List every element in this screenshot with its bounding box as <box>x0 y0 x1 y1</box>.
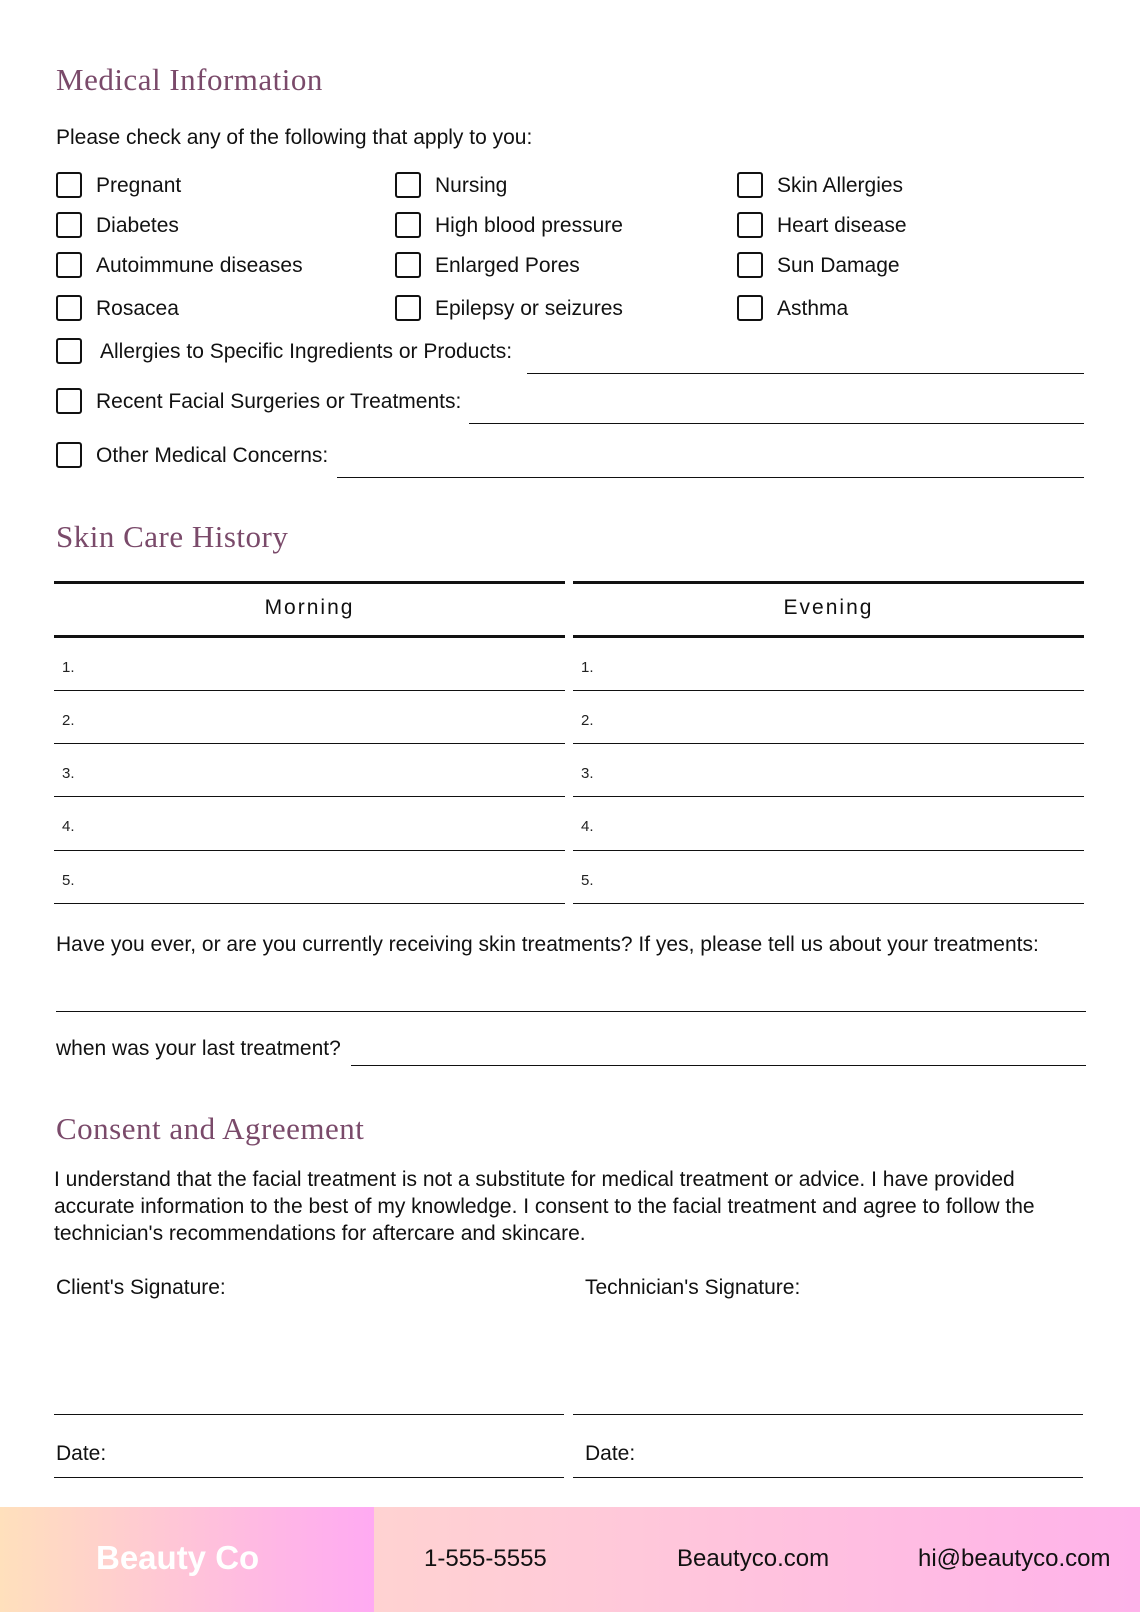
footer-bar <box>0 1507 1140 1612</box>
technician-date-line[interactable] <box>573 1477 1083 1478</box>
allergies-label: Allergies to Specific Ingredients or Products: <box>100 340 513 363</box>
morning-header-rule <box>54 635 565 638</box>
checkbox-allergies-specific[interactable] <box>56 338 82 364</box>
checkbox-heart-disease[interactable] <box>737 212 763 238</box>
checkbox-other-concerns[interactable] <box>56 442 82 468</box>
checkbox-label: Asthma <box>777 297 849 320</box>
medical-heading: Medical Information <box>56 62 323 97</box>
evening-row-line[interactable] <box>573 743 1084 744</box>
technician-date-label: Date: <box>585 1442 636 1465</box>
evening-header-rule <box>573 635 1084 638</box>
evening-row-number: 4. <box>581 818 594 835</box>
footer-email[interactable]: hi@beautyco.com <box>918 1545 1111 1572</box>
checkbox-label: Diabetes <box>96 214 179 237</box>
checkbox-label: Nursing <box>435 174 508 197</box>
checkbox-diabetes[interactable] <box>56 212 82 238</box>
evening-row-number: 1. <box>581 659 594 676</box>
morning-row-number: 5. <box>62 872 75 889</box>
evening-row-line[interactable] <box>573 796 1084 797</box>
checkbox-rosacea[interactable] <box>56 295 82 321</box>
checkbox-enlarged-pores[interactable] <box>395 252 421 278</box>
morning-row-number: 4. <box>62 818 75 835</box>
morning-top-rule <box>54 581 565 584</box>
technician-signature-label: Technician's Signature: <box>585 1276 801 1299</box>
surgeries-label: Recent Facial Surgeries or Treatments: <box>96 390 462 413</box>
client-date-label: Date: <box>56 1442 107 1465</box>
checkbox-label: Heart disease <box>777 214 907 237</box>
consent-heading: Consent and Agreement <box>56 1111 365 1146</box>
morning-row-line[interactable] <box>54 850 565 851</box>
evening-row-number: 2. <box>581 712 594 729</box>
treatments-input-line[interactable] <box>56 1011 1086 1012</box>
checkbox-nursing[interactable] <box>395 172 421 198</box>
allergies-input-line[interactable] <box>527 373 1084 374</box>
surgeries-input-line[interactable] <box>469 423 1084 424</box>
checkbox-label: Pregnant <box>96 174 182 197</box>
checkbox-high-blood-pressure[interactable] <box>395 212 421 238</box>
checkbox-label: High blood pressure <box>435 214 623 237</box>
checkbox-pregnant[interactable] <box>56 172 82 198</box>
other-concerns-input-line[interactable] <box>337 477 1084 478</box>
checkbox-asthma[interactable] <box>737 295 763 321</box>
checkbox-skin-allergies[interactable] <box>737 172 763 198</box>
checkbox-sun-damage[interactable] <box>737 252 763 278</box>
morning-row-number: 1. <box>62 659 75 676</box>
checkbox-label: Rosacea <box>96 297 179 320</box>
evening-row-line[interactable] <box>573 903 1084 904</box>
checkbox-label: Sun Damage <box>777 254 900 277</box>
brand-name: Beauty Co <box>96 1539 260 1576</box>
client-signature-label: Client's Signature: <box>56 1276 226 1299</box>
morning-row-number: 3. <box>62 765 75 782</box>
morning-column-header: Morning <box>264 596 355 619</box>
footer-phone[interactable]: 1-555-5555 <box>424 1545 547 1572</box>
checkbox-autoimmune[interactable] <box>56 252 82 278</box>
client-date-line[interactable] <box>54 1477 564 1478</box>
morning-row-line[interactable] <box>54 690 565 691</box>
medical-instruction: Please check any of the following that apply to you: <box>56 126 533 149</box>
morning-row-line[interactable] <box>54 796 565 797</box>
morning-row-line[interactable] <box>54 903 565 904</box>
evening-column-header: Evening <box>783 596 874 619</box>
morning-row-number: 2. <box>62 712 75 729</box>
other-concerns-label: Other Medical Concerns: <box>96 444 329 467</box>
brand-block <box>0 1507 374 1612</box>
footer-website[interactable]: Beautyco.com <box>677 1545 830 1572</box>
morning-row-line[interactable] <box>54 743 565 744</box>
checkbox-label: Autoimmune diseases <box>96 254 303 277</box>
checkbox-recent-surgeries[interactable] <box>56 388 82 414</box>
checkbox-label: Skin Allergies <box>777 174 904 197</box>
skin-care-heading: Skin Care History <box>56 519 289 554</box>
last-treatment-label: when was your last treatment? <box>56 1037 341 1060</box>
evening-row-line[interactable] <box>573 850 1084 851</box>
treatments-question: Have you ever, or are you currently receiving skin treatments? If yes, please tell us about your treatments: <box>56 933 1039 956</box>
evening-row-number: 5. <box>581 872 594 889</box>
client-signature-line[interactable] <box>54 1414 564 1415</box>
last-treatment-input-line[interactable] <box>351 1065 1086 1066</box>
technician-signature-line[interactable] <box>573 1414 1083 1415</box>
checkbox-label: Epilepsy or seizures <box>435 297 623 320</box>
checkbox-label: Enlarged Pores <box>435 254 580 277</box>
consent-text: I understand that the facial treatment is not a substitute for medical treatment or advice. I have provided accurate information to the best of my knowledge. I consent to the facial treatment and agree to follow the technician's recommendations for aftercare and skincare. <box>54 1168 1035 1245</box>
checkbox-epilepsy[interactable] <box>395 295 421 321</box>
evening-top-rule <box>573 581 1084 584</box>
evening-row-number: 3. <box>581 765 594 782</box>
evening-row-line[interactable] <box>573 690 1084 691</box>
